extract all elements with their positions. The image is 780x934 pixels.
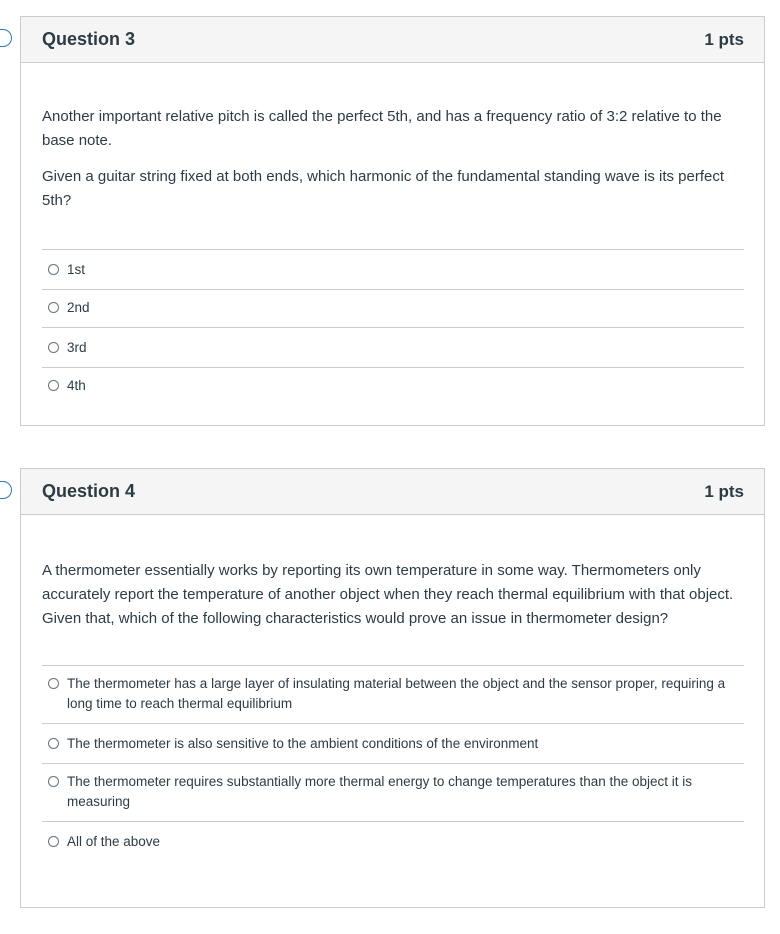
answer-label: 2nd xyxy=(67,300,90,315)
answer-label: 1st xyxy=(67,262,86,277)
answer-option[interactable] xyxy=(42,250,744,290)
answer-label: 3rd xyxy=(67,340,87,355)
question-header xyxy=(21,17,764,63)
answer-option[interactable] xyxy=(42,328,744,368)
answer-label: All of the above xyxy=(67,834,161,849)
answer-list xyxy=(42,249,744,405)
radio-button[interactable] xyxy=(48,836,59,847)
question-title: Question 4 xyxy=(42,481,136,501)
question-points: 1 pts xyxy=(704,29,744,49)
question-paragraph: A thermometer essentially works by reporting its own temperature in some way. Thermometers only accurately report the temperature of another object when they reach thermal equilibrium with that object. Given that, which of the following characteristics would prove an issue in thermometer design? xyxy=(42,562,734,627)
answer-label: The thermometer has a large layer of insulating material between the object and the sensor proper, requiring a long time to reach thermal equilibrium xyxy=(67,676,726,711)
radio-button[interactable] xyxy=(48,380,59,391)
radio-button[interactable] xyxy=(48,342,59,353)
question-body xyxy=(21,63,764,405)
answer-label: 4th xyxy=(67,378,86,393)
question-title: Question 3 xyxy=(42,29,136,49)
radio-button[interactable] xyxy=(48,738,59,749)
radio-button[interactable] xyxy=(48,776,59,787)
question-body xyxy=(21,515,764,861)
answer-label: The thermometer requires substantially more thermal energy to change temperatures than the object it is measuring xyxy=(67,774,693,809)
answer-option[interactable] xyxy=(42,290,744,328)
question-paragraph: Given a guitar string fixed at both ends, which harmonic of the fundamental standing wave is its perfect 5th? xyxy=(42,168,725,209)
answer-option[interactable] xyxy=(42,764,744,822)
question-header xyxy=(21,469,764,515)
question-card xyxy=(20,468,765,908)
radio-button[interactable] xyxy=(48,264,59,275)
answer-option[interactable] xyxy=(42,724,744,764)
question-points: 1 pts xyxy=(704,481,744,501)
question-flag-icon[interactable] xyxy=(0,481,12,499)
radio-button[interactable] xyxy=(48,302,59,313)
question-text xyxy=(42,63,744,213)
answer-option[interactable] xyxy=(42,822,744,861)
question-flag-icon[interactable] xyxy=(0,29,12,47)
answer-option[interactable] xyxy=(42,368,744,405)
answer-label: The thermometer is also sensitive to the ambient conditions of the environment xyxy=(67,736,539,751)
radio-button[interactable] xyxy=(48,678,59,689)
answer-option[interactable] xyxy=(42,666,744,724)
question-card xyxy=(20,16,765,426)
question-text xyxy=(42,515,744,631)
question-paragraph: Another important relative pitch is called the perfect 5th, and has a frequency ratio of 3:2 relative to the base note. xyxy=(42,108,722,149)
answer-list xyxy=(42,665,744,861)
